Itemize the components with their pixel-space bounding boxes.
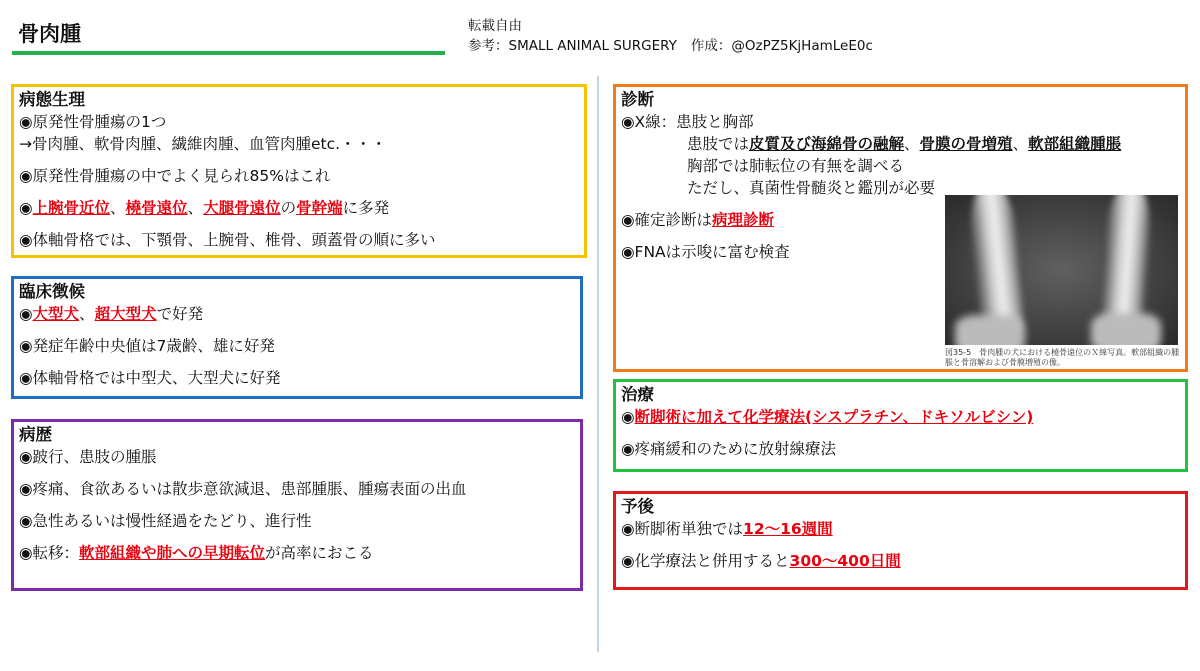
suffix: が高率におこる	[265, 544, 374, 562]
combined-label: ◉化学療法と併用すると	[621, 552, 790, 570]
clinical-signs-box	[11, 276, 583, 399]
breed-giant: 超大型犬	[94, 305, 157, 323]
treatment-line	[621, 406, 1185, 428]
amputation-chemo: 断脚術に加えて化学療法(シスプラチン、ドキソルビシン)	[634, 408, 1034, 426]
history-line: ◉疼痛、食欲あるいは散歩意欲減退、患部腫脹、腫瘍表面の出血	[19, 480, 467, 498]
header-note	[468, 16, 887, 56]
pathophysiology-line: ◉原発性骨腫瘍の中でよく見られ85%はこれ	[19, 167, 331, 185]
finding-periosteal: 骨膜の骨増殖	[919, 135, 1013, 153]
finding-lysis: 皮質及び海綿骨の融解	[749, 135, 905, 153]
separator: 、	[79, 305, 95, 323]
separator: 、	[110, 199, 126, 217]
survival-combined: 300～400日間	[789, 552, 901, 570]
diagnosis-line: ただし、真菌性骨髄炎と鑑別が必要	[687, 179, 936, 197]
history-box	[11, 419, 583, 591]
site-distal-femur: 大腿骨遠位	[203, 199, 281, 217]
pathophysiology-line: ◉原発性骨腫瘍の1つ	[19, 113, 167, 131]
amputation-alone-label: ◉断脚術単独では	[621, 520, 744, 538]
credit-line	[468, 36, 887, 56]
diagnosis-line: 胸部では肺転位の有無を調べる	[687, 157, 905, 175]
clinical-signs-line: ◉発症年齢中央値は7歳齢、雄に好発	[19, 337, 275, 355]
site-distal-radius: 橈骨遠位	[125, 199, 188, 217]
survival-amputation: 12～16週間	[743, 520, 833, 538]
clinical-signs-line: ◉体軸骨格では中型犬、大型犬に好発	[19, 369, 281, 387]
prognosis-line	[621, 550, 1185, 572]
breed-large: 大型犬	[32, 305, 80, 323]
clinical-signs-line	[19, 303, 580, 325]
diagnosis-heading: 診断	[621, 90, 654, 109]
history-line: ◉急性あるいは慢性経過をたどり、進行性	[19, 512, 312, 530]
pathophysiology-line	[19, 197, 584, 219]
page-title: 骨肉腫	[18, 22, 81, 46]
limb-prefix: 患肢では	[687, 135, 750, 153]
carpus-right-shape	[1091, 313, 1161, 345]
suffix: で好発	[156, 305, 204, 323]
bullet: ◉	[19, 199, 33, 217]
xray-caption: 図35-5 骨肉腫の犬における橈骨遠位のＸ線写真。軟部組織の腫脹と骨溶解および骨膜増殖の像。	[945, 348, 1180, 367]
suffix: に多発	[342, 199, 390, 217]
diagnosis-line: ◉X線：患肢と胸部	[621, 113, 754, 131]
prognosis-line	[621, 518, 1185, 540]
reference-note: 参考：SMALL ANIMAL SURGERY	[468, 38, 677, 54]
carpus-left-shape	[955, 315, 1025, 345]
pathophysiology-line: ◉体軸骨格では、下顎骨、上腕骨、椎骨、頭蓋骨の順に多い	[19, 231, 436, 249]
connector: の	[280, 199, 297, 217]
finding-soft-tissue: 軟部組織腫脹	[1028, 135, 1122, 153]
site-metaphysis: 骨幹端	[296, 199, 343, 217]
pathophysiology-heading: 病態生理	[19, 90, 85, 109]
column-divider	[597, 76, 599, 652]
separator: 、	[904, 135, 920, 153]
treatment-box	[613, 379, 1188, 472]
prognosis-heading: 予後	[621, 497, 654, 516]
separator: 、	[187, 199, 204, 217]
treatment-heading: 治療	[621, 385, 654, 404]
diagnosis-line: ◉FNAは示唆に富む検査	[621, 243, 790, 261]
xray-image	[945, 195, 1178, 345]
prognosis-box	[613, 491, 1188, 590]
author-note: 作成：@OzPZ5KjHamLeE0c	[690, 38, 873, 54]
bullet: ◉	[621, 408, 635, 426]
definitive-label: ◉確定診断は	[621, 211, 713, 229]
history-line	[19, 542, 580, 564]
treatment-line: ◉疼痛緩和のために放射線療法	[621, 440, 837, 458]
diagnosis-line	[621, 133, 1185, 155]
pathology-diagnosis: 病理診断	[712, 211, 775, 229]
title-underline	[12, 51, 445, 55]
clinical-signs-heading: 臨床徴候	[19, 282, 85, 301]
reprint-note: 転載自由	[468, 18, 522, 34]
history-heading: 病歴	[19, 425, 52, 444]
history-line: ◉跛行、患肢の腫脹	[19, 448, 157, 466]
pathophysiology-line: →骨肉腫、軟骨肉腫、繊維肉腫、血管肉腫etc.・・・	[19, 135, 387, 153]
pathophysiology-box	[11, 84, 587, 258]
site-proximal-humerus: 上腕骨近位	[32, 199, 111, 217]
early-metastasis: 軟部組織や肺への早期転位	[79, 544, 266, 562]
bullet: ◉	[19, 305, 33, 323]
separator: 、	[1012, 135, 1029, 153]
metastasis-label: ◉転移：	[19, 544, 80, 562]
